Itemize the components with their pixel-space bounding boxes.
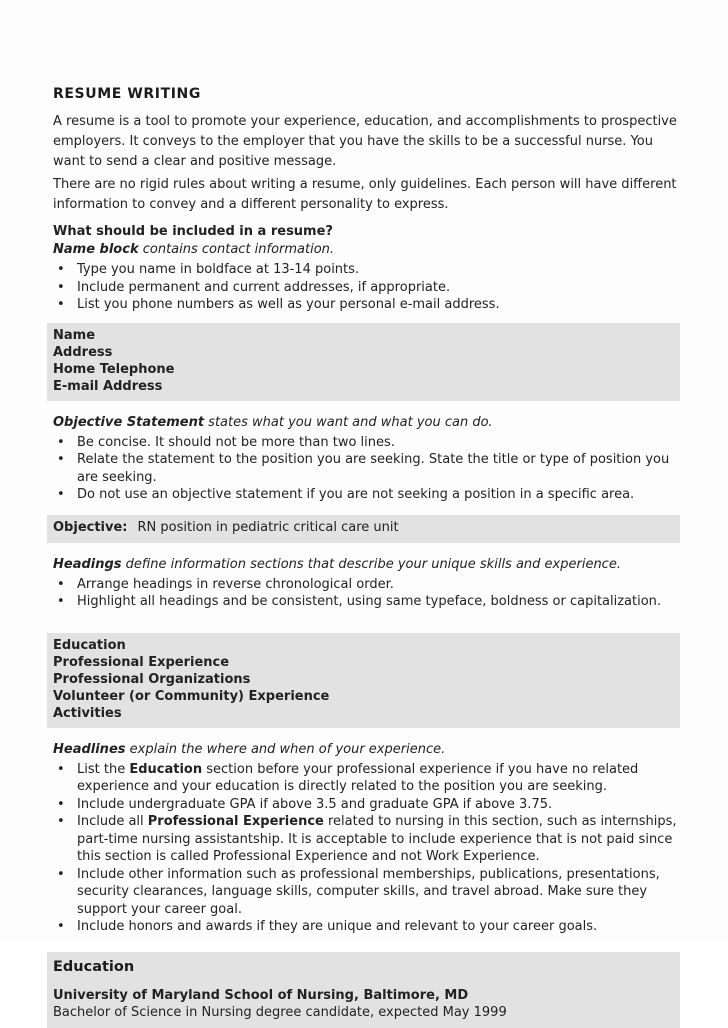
name-block-lead (53, 241, 680, 259)
example-line: Address (53, 344, 113, 360)
name-block-definition: contains contact information. (138, 242, 335, 257)
example-line: Education (53, 637, 126, 653)
headlines-bullet-list (53, 761, 680, 936)
headlines-definition: explain the where and when of your experience. (125, 741, 446, 757)
objective-term: Objective Statement (53, 414, 205, 430)
intro-paragraph-2: There are no rigid rules about writing a resume, only guidelines. Each person will have different information to convey and a different personality to express. (53, 177, 677, 212)
bullet-text: section before your professional experience if you have no related experience and your education is directly related to the position you are seeking. (77, 761, 639, 794)
list-item: • Relate the statement to the position you are seeking. State the title or type of position you are seeking. (53, 451, 680, 486)
objective-bullet-list (53, 434, 680, 504)
list-item (53, 813, 680, 866)
example-line: E-mail Address (53, 378, 163, 394)
objective-example-box (47, 515, 680, 543)
bullet-bold-text: Professional Experience (147, 814, 324, 829)
education-degree-line: Bachelor of Science in Nursing degree candidate, expected May 1999 (53, 1004, 507, 1020)
headings-term: Headings (53, 556, 122, 572)
headings-example-box (47, 633, 680, 728)
example-line: Home Telephone (53, 361, 175, 377)
document-content (53, 86, 680, 1028)
example-line: Volunteer (or Community) Experience (53, 688, 330, 704)
list-item: • Type you name in boldface at 13-14 points. (53, 261, 680, 279)
headlines-term: Headlines (53, 741, 126, 757)
list-item: • Arrange headings in reverse chronological order. (53, 576, 680, 594)
bullet-bold-text: Education (129, 761, 203, 777)
bullet-text: Include honors and awards if they are unique and relevant to your career goals. (77, 919, 598, 934)
list-item: • Do not use an objective statement if you are not seeking a position in a specific area. (53, 486, 680, 504)
education-example-box (47, 952, 680, 1028)
list-item: • Be concise. It should not be more than two lines. (53, 434, 680, 452)
list-item (53, 918, 680, 936)
list-item (53, 796, 680, 814)
intro-paragraph-1: A resume is a tool to promote your experience, education, and accomplishments to prospective employers. It conveys to the employer that you have the skills to be a successful nurse. You want to send a clear and positive message. (53, 114, 677, 169)
name-block-bullet-list (53, 261, 680, 314)
list-item: • Include permanent and current addresses, if appropriate. (53, 279, 680, 297)
bullet-text: Include undergraduate GPA if above 3.5 and graduate GPA if above 3.75. (77, 796, 553, 812)
bullet-text: related to nursing in this section, such as internships, part-time nursing assistantship. It is acceptable to include experience that is not paid since this section is called Professional Experience and not Work Experience. (77, 814, 677, 864)
bullet-text: List the (77, 761, 130, 777)
name-block-example-box (47, 323, 680, 401)
education-school-line: University of Maryland School of Nursing, Baltimore, MD (53, 987, 469, 1003)
headings-definition: define information sections that describe your unique skills and experience. (121, 556, 621, 572)
example-line: Name (53, 327, 96, 343)
objective-example-value: RN position in pediatric critical care unit (137, 519, 399, 535)
page-title: RESUME WRITING (53, 86, 201, 102)
list-item: • Highlight all headings and be consistent, using same typeface, boldness or capitalization. (53, 593, 680, 611)
list-item (53, 761, 680, 796)
example-line: Professional Experience (53, 654, 230, 670)
example-line (53, 519, 672, 537)
example-line: Activities (53, 705, 122, 721)
headings-lead (53, 556, 680, 574)
headings-bullet-list (53, 576, 680, 611)
objective-definition: states what you want and what you can do. (204, 414, 493, 430)
bullet-text: Include other information such as professional memberships, publications, presentations, security clearances, language skills, computer skills, and travel abroad. Make sure they support your career goal. (77, 866, 660, 917)
list-item (53, 866, 680, 919)
list-item: • List you phone numbers as well as your personal e-mail address. (53, 296, 680, 314)
example-line: Professional Organizations (53, 671, 251, 687)
education-heading: Education (53, 958, 135, 975)
objective-example-label: Objective: (53, 519, 128, 535)
headlines-lead (53, 741, 680, 759)
question-heading: What should be included in a resume? (53, 224, 333, 239)
bullet-text: Include all (77, 814, 148, 829)
name-block-term: Name block (53, 242, 139, 257)
objective-lead (53, 414, 680, 432)
